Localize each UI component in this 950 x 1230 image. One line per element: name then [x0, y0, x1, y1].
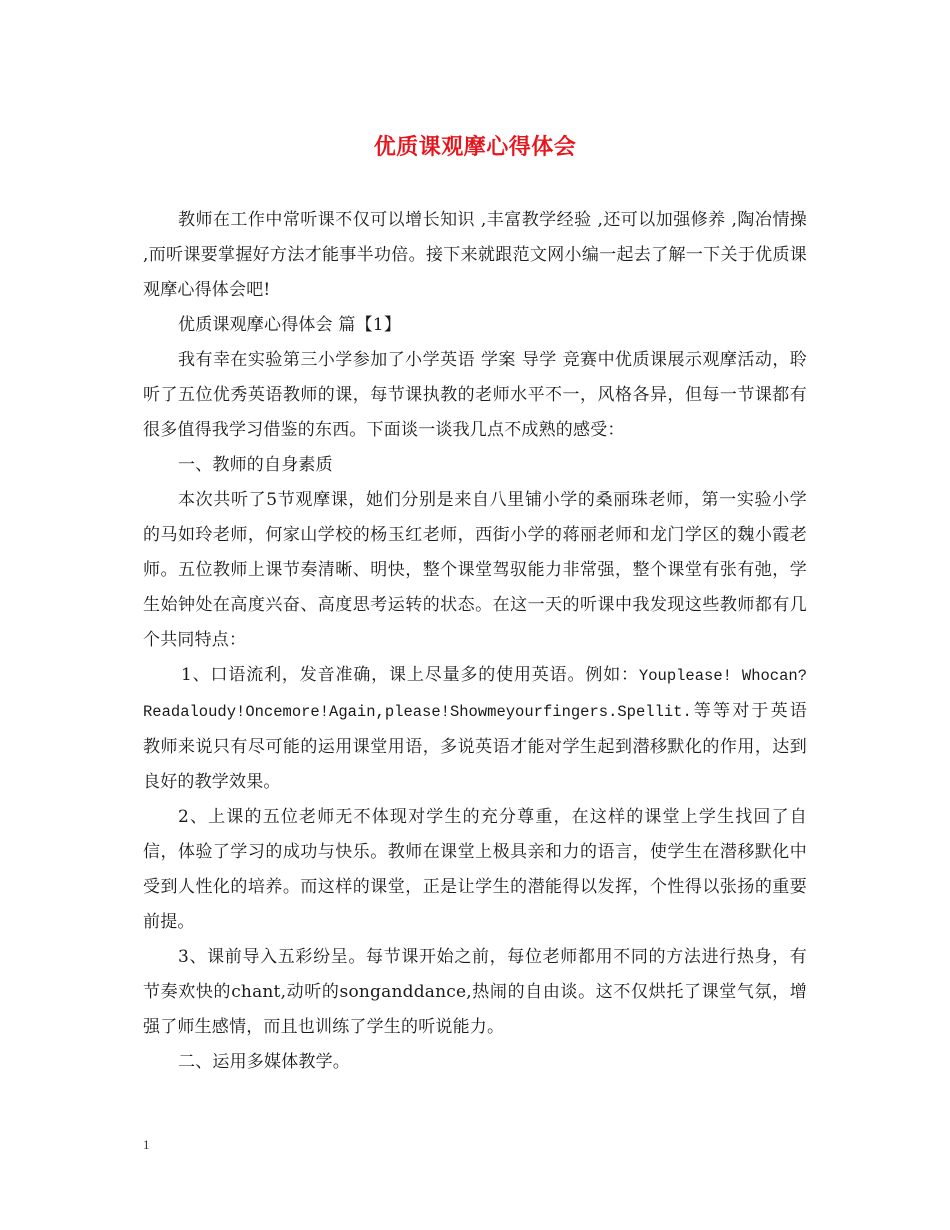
opening-paragraph: 我有幸在实验第三小学参加了小学英语 学案 导学 竞赛中优质课展示观摩活动，聆听了五位优秀英语教师的课，每节课执教的老师水平不一，风格各异，但每一节课都有很多值得我学习借鉴的东西。下面谈一谈我几点不成熟的感受： — [143, 350, 807, 440]
point-1-text-before: 1、口语流利，发音准确，课上尽量多的使用英语。例如： — [181, 665, 639, 685]
point-1-english-phrases: Youplease! Whocan?Readaloudy!Oncemore!Again,please!Showmeyourfingers.Spellit. — [143, 667, 807, 721]
page-number: 1 — [143, 1137, 150, 1152]
heading-teacher-quality: 一、教师的自身素质 — [178, 455, 333, 475]
point-2-paragraph: 2、上课的五位老师无不体现对学生的充分尊重，在这样的课堂上学生找回了自信，体验了学习的成功与快乐。教师在课堂上极具亲和力的语言，使学生在潜移默化中受到人性化的培养。而这样的课堂，正是让学生的潜能得以发挥，个性得以张扬的重要前提。 — [143, 807, 807, 932]
teachers-paragraph: 本次共听了5节观摩课，她们分别是来自八里铺小学的桑丽珠老师，第一实验小学的马如玲老师，何家山学校的杨玉红老师，西街小学的蒋丽老师和龙门学区的魏小霞老师。五位教师上课节奏清晰、明快，整个课堂驾驭能力非常强，整个课堂有张有弛，学生始钟处在高度兴奋、高度思考运转的状态。在这一天的听课中我发现这些教师都有几个共同特点： — [143, 490, 807, 650]
point-1-text-after: 等等对于英语教师来说只有尽可能的运用课堂用语，多说英语才能对学生起到潜移默化的作用，达到良好的教学效果。 — [143, 701, 807, 792]
intro-paragraph: 教师在工作中常听课不仅可以增长知识 ,丰富教学经验 ,还可以加强修养 ,陶冶情操 ,而听课要掌握好方法才能事半功倍。接下来就跟范文网小编一起去了解一下关于优质课观摩心得体会吧! — [143, 210, 807, 300]
point-3-paragraph: 3、课前导入五彩纷呈。每节课开始之前，每位老师都用不同的方法进行热身，有节奏欢快的chant,动听的songanddance,热闹的自由谈。这不仅烘托了课堂气氛，增强了师生感情，而且也训练了学生的听说能力。 — [143, 947, 807, 1037]
document-body — [143, 203, 807, 1080]
section-title-part-1: 优质课观摩心得体会 篇【1】 — [178, 315, 402, 335]
document-title: 优质课观摩心得体会 — [373, 135, 577, 160]
point-1-paragraph — [143, 658, 807, 800]
heading-multimedia: 二、运用多媒体教学。 — [178, 1052, 350, 1072]
